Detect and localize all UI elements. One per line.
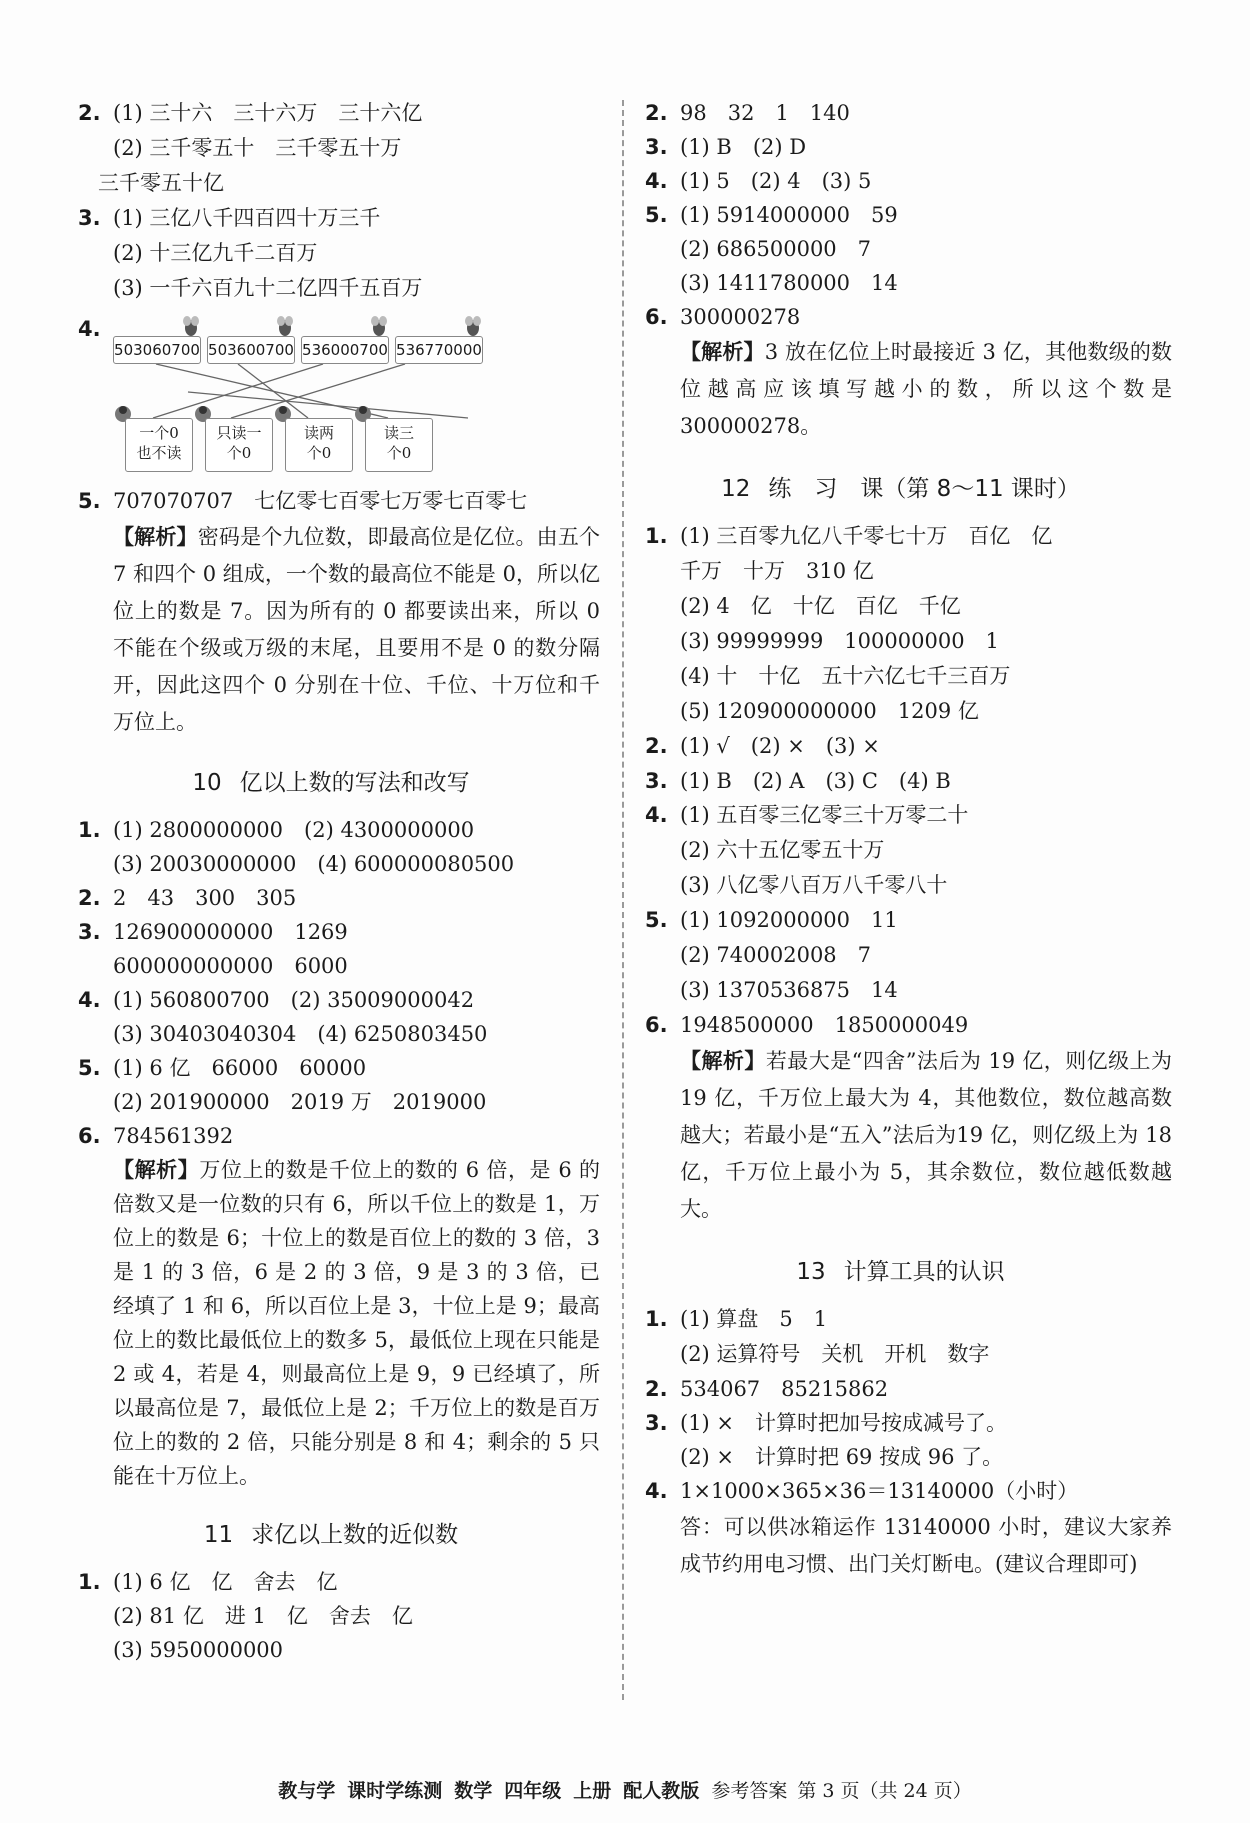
matching-diagram — [113, 314, 513, 484]
question-5: 5. (1) 1092000000 11 — [645, 908, 898, 932]
answer-line: (3) 99999999 100000000 1 — [680, 629, 999, 653]
footer-series: 课时学练测 — [347, 1780, 443, 1802]
section-title-11: 11 求亿以上数的近似数 — [203, 1522, 459, 1548]
question-2: 2. 98 32 1 140 — [645, 101, 850, 125]
question-3: 3. (1) B (2) A (3) C (4) B — [645, 769, 951, 793]
answer-line: (4) 十 十亿 五十六亿七千三百万 — [680, 664, 1011, 688]
question-5: 5. (1) 6 亿 66000 60000 — [78, 1056, 367, 1080]
question-2: 2. 2 43 300 305 — [78, 886, 297, 910]
answer-line: (3) 30403040304 (4) 6250803450 — [113, 1022, 488, 1046]
question-1: 1. (1) 三百零九亿八千零七十万 百亿 亿 — [645, 524, 1053, 548]
footer-grade: 四年级 — [504, 1780, 562, 1802]
spacer: 4. — [78, 317, 101, 341]
answer-line: 千万 十万 310 亿 — [680, 559, 874, 583]
footer-subject: 数学 — [454, 1780, 493, 1802]
answer-line: 600000000000 6000 — [113, 954, 348, 978]
number-box: 536000700 — [301, 336, 389, 364]
explanation: 【解析】万位上的数是千位上的数的 6 倍，是 6 的倍数又是一位数的只有 6，所以千位上的数是 1，万位上的数是 6；十位上的数是百位上的数的 3 倍，3 是 1 的 3 倍，6 是 2 的 3 倍，9 是 3 的 3 倍，已经填了 1 和 6，所以百位上是 3，十位上是 9；最高位上的数比最低位上的数多 5，最低位上现在只能是 2 或 4，若是 4，则最高位上是 9，9 已经填了，所以最高位是 7，最低位上是 2；千万位上的数是百万位上的数的 2 倍，只能分别是 8 和 4；剩余的 5 只能在十万位上。 — [113, 1158, 601, 1488]
answer-line: (2) 运算符号 关机 开机 数字 — [680, 1342, 990, 1366]
question-5: 5. 707070707 七亿零七百零七万零七百零七 — [78, 489, 528, 513]
section-title-12: 12 练 习 课（第 8～11 课时） — [721, 476, 1080, 502]
answer-line: (3) 5950000000 — [113, 1638, 284, 1662]
number-box: 503600700 — [207, 336, 295, 364]
question-3: 3. (1) B (2) D — [645, 135, 807, 159]
rule-box: 只读一 个0 — [205, 418, 273, 472]
bee-icon — [369, 314, 389, 338]
footer-volume: 上册 — [573, 1780, 612, 1802]
page-footer — [0, 1776, 1250, 1803]
question-4: 4. (1) 560800700 (2) 35009000042 — [78, 988, 475, 1012]
explanation: 【解析】密码是个九位数，即最高位是亿位。由五个 7 和四个 0 组成，一个数的最高位不能是 0，所以亿位上的数是 7。因为所有的 0 都要读出来，所以 0 不能在个级或万级的末尾，且要用不是 0 的数分隔开，因此这四个 0 分别在十位、千位、十万位和千万位上。 — [113, 525, 601, 734]
section-title-10: 10 亿以上数的写法和改写 — [192, 770, 470, 796]
rule-box: 读三 个0 — [365, 418, 433, 472]
question-1: 1. (1) 算盘 5 1 — [645, 1307, 828, 1331]
bee-icon — [275, 314, 295, 338]
match-line — [188, 392, 468, 418]
question-6: 6. 1948500000 1850000049 — [645, 1013, 969, 1037]
rule-box: 读两 个0 — [285, 418, 353, 472]
question-2: 2. (1) 三十六 三十六万 三十六亿 — [78, 101, 423, 125]
answer-line: (5) 120900000000 1209 亿 — [680, 699, 979, 723]
rule-box: 一个0 也不读 — [125, 418, 193, 472]
question-2: 2. (1) √ (2) × (3) × — [645, 734, 880, 758]
question-6: 6. 300000278 — [645, 305, 801, 329]
answer-line: (2) 4 亿 十亿 百亿 千亿 — [680, 594, 961, 618]
number-box: 503060700 — [113, 336, 201, 364]
answer-line: (3) 一千六百九十二亿四千五百万 — [113, 276, 423, 300]
answer-line: 三千零五十亿 — [98, 171, 224, 195]
answer-line: (3) 1370536875 14 — [680, 978, 898, 1002]
answer-line: (2) 十三亿九千二百万 — [113, 241, 318, 265]
right-column — [647, 96, 1172, 1583]
answer-line: (2) × 计算时把 69 按成 96 了。 — [680, 1445, 1004, 1469]
question-5: 5. (1) 5914000000 59 — [645, 203, 898, 227]
answer-line: (2) 740002008 7 — [680, 943, 872, 967]
answer-line: (2) 201900000 2019 万 2019000 — [113, 1090, 487, 1114]
question-2: 2. 534067 85215862 — [645, 1377, 889, 1401]
section-title-13: 13 计算工具的认识 — [796, 1259, 1005, 1285]
bee-icon — [181, 314, 201, 338]
question-4: 4. (1) 5 (2) 4 (3) 5 — [645, 169, 872, 193]
answer-line: (3) 20030000000 (4) 600000080500 — [113, 852, 515, 876]
page-number: 第 3 页（共 24 页） — [797, 1780, 972, 1802]
question-3: 3. (1) × 计算时把加号按成减号了。 — [645, 1411, 1008, 1435]
bee-icon — [463, 314, 483, 338]
explanation: 【解析】3 放在亿位上时最接近 3 亿，其他数级的数位越高应该填写越小的数，所以这个数是 300000278。 — [680, 340, 1173, 438]
answer-line: (2) 81 亿 进 1 亿 舍去 亿 — [113, 1604, 413, 1628]
answer-line: (3) 1411780000 14 — [680, 271, 898, 295]
answer-line: (2) 六十五亿零五十万 — [680, 838, 885, 862]
answer-line: (3) 八亿零八百万八千零八十 — [680, 873, 948, 897]
question-4: 4. (1) 五百零三亿零三十万零二十 — [645, 803, 969, 827]
question-1: 1. (1) 6 亿 亿 舍去 亿 — [78, 1570, 338, 1594]
footer-edition: 配人教版 — [623, 1780, 700, 1802]
footer-brand: 教与学 — [278, 1780, 336, 1802]
answer-text: 答：可以供冰箱运作 13140000 小时，建议大家养成节约用电习惯、出门关灯断电。(建议合理即可) — [680, 1515, 1172, 1576]
left-column — [80, 96, 600, 1667]
column-divider — [622, 100, 624, 1700]
answer-line: (2) 686500000 7 — [680, 237, 872, 261]
number-box: 536770000 — [395, 336, 483, 364]
question-1: 1. (1) 2800000000 (2) 4300000000 — [78, 818, 475, 842]
question-3: 3. (1) 三亿八千四百四十万三千 — [78, 206, 381, 230]
question-3: 3. 126900000000 1269 — [78, 920, 348, 944]
question-4: 4. 1×1000×365×36＝13140000（小时） — [645, 1479, 1079, 1503]
question-6: 6. 784561392 — [78, 1124, 234, 1148]
answer-line: (2) 三千零五十 三千零五十万 — [113, 136, 402, 160]
footer-section: 参考答案 — [711, 1780, 788, 1802]
explanation: 【解析】若最大是“四舍”法后为 19 亿，则亿级上为 19 亿，千万位上最大为 4，其他数位，数位越高数越大；若最小是“五入”法后为19 亿，则亿级上为 18 亿，千万位上最小为 5，其余数位，数位越低数越大。 — [680, 1049, 1173, 1221]
